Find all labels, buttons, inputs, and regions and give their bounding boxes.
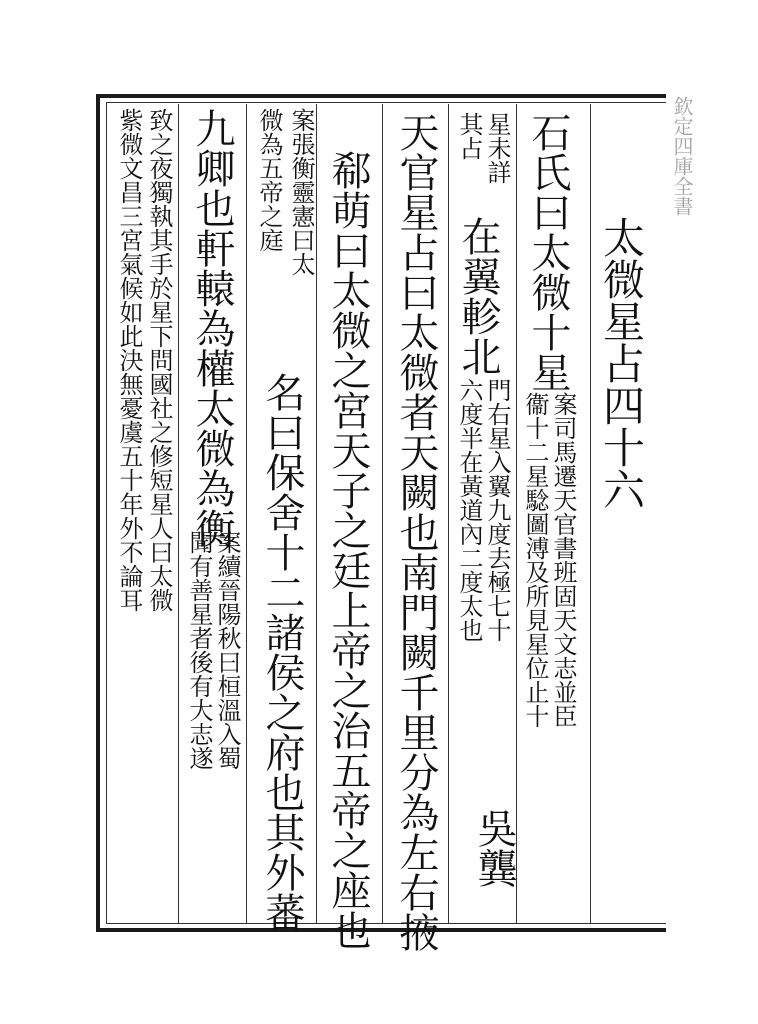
text-column-3-main: 天官星占曰太微者天闕也南門闕千里分為左右掖 — [393, 112, 439, 952]
text-column-7-note-a: 致之夜獨執其手於星下問國社之修短星人曰太微 — [145, 108, 173, 612]
column-rule — [178, 104, 179, 924]
text-column-5-note-a: 案張衡靈憲曰太 — [287, 108, 315, 276]
text-column-5-note-b: 微為五帝之庭 — [255, 108, 283, 252]
text-column-6-note-b: 聞有善星者後有大志遂 — [185, 530, 213, 770]
page-edge-marks: 欽定四庫全書 — [670, 96, 694, 216]
text-column-1-note-a: 案司馬遷天官書班固天文志並臣 — [549, 392, 577, 728]
text-column-7-note-b: 紫微文昌三宮氣候如此決無憂虞五十年外不論耳 — [115, 108, 143, 612]
text-column-2-note-c: 門右星入翼九度去極七十 — [483, 378, 511, 642]
author-name: 吳龔 — [471, 808, 517, 888]
text-column-2-note-a: 星未詳 — [483, 112, 511, 184]
column-rule — [382, 104, 383, 924]
text-column-2-main: 在翼軫北 — [455, 216, 501, 376]
text-column-6-note-a: 案續晉陽秋曰桓溫入蜀 — [213, 530, 241, 770]
chapter-title: 太微星占四十六 — [597, 216, 646, 510]
text-column-2-note-b: 其占 — [455, 112, 483, 160]
column-rule — [316, 104, 317, 924]
text-column-4-main: 郗萌曰太微之宮天子之廷上帝之治五帝之座也 — [325, 150, 371, 950]
text-column-1-main: 石氏曰太微十星 — [525, 112, 571, 392]
column-rule — [590, 104, 591, 924]
text-column-2-note-d: 六度半在黃道內二度太也 — [455, 378, 483, 642]
column-rule — [246, 104, 247, 924]
column-rule — [448, 104, 449, 924]
text-column-6-main: 九卿也軒轅為權太微為衡 — [189, 108, 235, 548]
column-rule — [516, 104, 517, 924]
text-column-1-note-b: 衞十二星騐圖溥及所見星位止十 — [521, 392, 549, 728]
text-column-5-main: 名曰保舍十二諸侯之府也其外蕃 — [259, 372, 305, 932]
